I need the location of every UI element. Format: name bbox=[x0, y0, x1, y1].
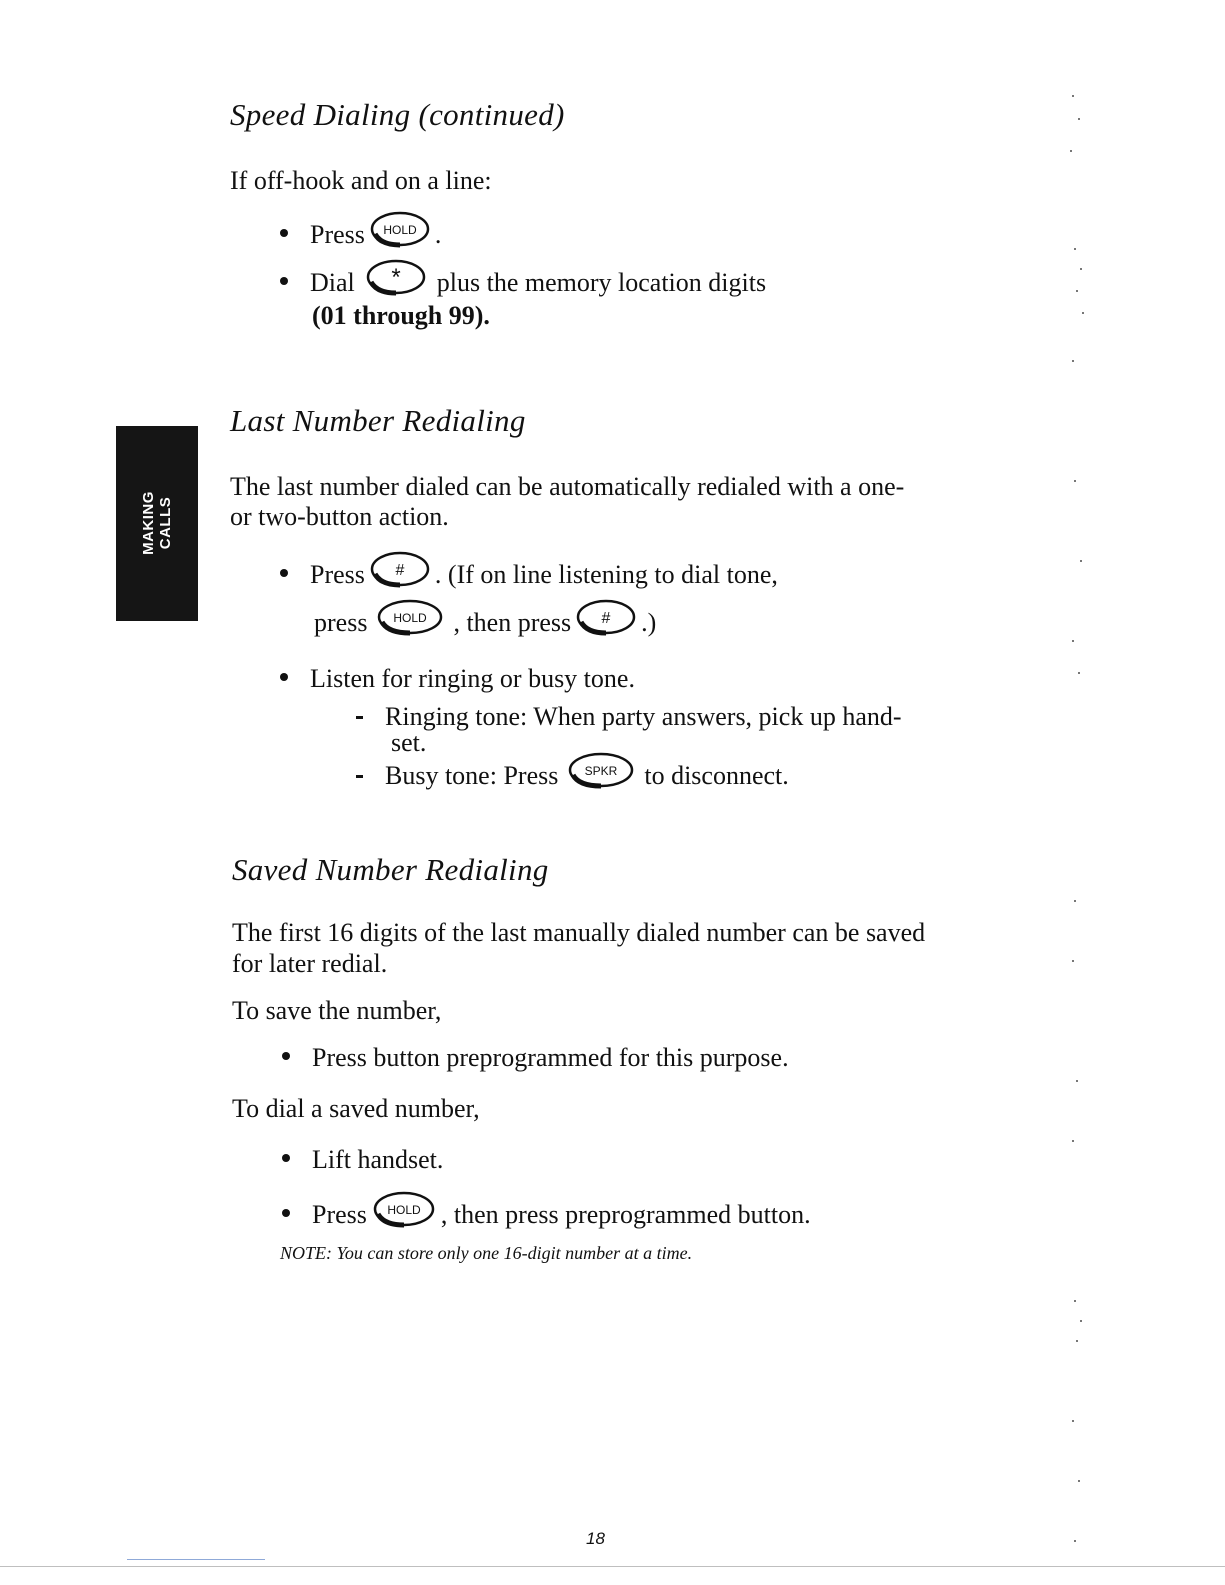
save-number-label: To save the number, bbox=[232, 996, 442, 1025]
bullet-icon bbox=[280, 569, 288, 577]
speed-dialing-bullet-press-hold: Press HOLD . bbox=[280, 214, 441, 260]
bullet-icon bbox=[280, 673, 288, 681]
speaker-key-icon bbox=[566, 751, 636, 797]
last-number-intro-line1: The last number dialed can be automatically redialed with a one- bbox=[230, 472, 905, 501]
ringing-tone-subitem-line2: set. bbox=[391, 728, 427, 757]
dash-icon bbox=[356, 716, 363, 719]
hold-key-icon bbox=[369, 210, 431, 256]
pound-key-icon bbox=[575, 598, 637, 644]
memory-location-range: (01 through 99). bbox=[312, 301, 490, 330]
speed-dialing-bullet-dial-star: Dial * plus the memory location digits bbox=[280, 262, 766, 308]
busy-tone-subitem: Busy tone: Press SPKR to disconnect. bbox=[356, 755, 789, 801]
dash-icon bbox=[356, 775, 363, 778]
saved-number-intro-line1: The first 16 digits of the last manually dialed number can be saved bbox=[232, 918, 926, 947]
section-tab bbox=[116, 426, 198, 621]
svg-text:HOLD: HOLD bbox=[383, 223, 417, 237]
lift-handset-bullet: Lift handset. bbox=[282, 1144, 443, 1176]
last-number-redialing-heading: Last Number Redialing bbox=[230, 403, 526, 438]
hold-key-icon bbox=[375, 598, 445, 644]
star-key-icon bbox=[365, 258, 427, 304]
last-number-bullet-listen: Listen for ringing or busy tone. bbox=[280, 663, 635, 695]
saved-number-intro-line2: for later redial. bbox=[232, 949, 388, 978]
last-number-bullet-press-pound: Press # . (If on line listening to dial tone, bbox=[280, 554, 778, 600]
ringing-tone-subitem: Ringing tone: When party answers, pick up hand- bbox=[356, 701, 902, 733]
bullet-icon bbox=[282, 1052, 290, 1060]
bullet-icon bbox=[280, 277, 288, 285]
bullet-icon bbox=[282, 1209, 290, 1217]
pound-key-icon bbox=[369, 550, 431, 596]
footer-rule bbox=[127, 1559, 265, 1560]
svg-text:HOLD: HOLD bbox=[393, 611, 428, 625]
last-number-intro-line2: or two-button action. bbox=[230, 502, 449, 531]
svg-text:HOLD: HOLD bbox=[387, 1203, 421, 1217]
last-number-bullet-hold-line: press HOLD , then press # .) bbox=[314, 602, 656, 648]
svg-text:*: * bbox=[391, 264, 401, 291]
svg-text:#: # bbox=[395, 562, 405, 579]
saved-number-redialing-heading: Saved Number Redialing bbox=[232, 852, 549, 887]
page-edge-line bbox=[0, 1566, 1225, 1567]
hold-key-icon bbox=[371, 1190, 437, 1236]
svg-text:SPKR: SPKR bbox=[585, 764, 618, 778]
section-tab-label: MAKING CALLS bbox=[140, 491, 174, 555]
svg-text:#: # bbox=[601, 610, 611, 627]
save-number-bullet: Press button preprogrammed for this purpose. bbox=[282, 1042, 789, 1074]
bullet-icon bbox=[280, 229, 288, 237]
press-hold-preprogrammed-bullet: Press HOLD , then press preprogrammed button. bbox=[282, 1194, 811, 1240]
bullet-icon bbox=[282, 1154, 290, 1162]
dial-saved-number-label: To dial a saved number, bbox=[232, 1094, 480, 1123]
speed-dialing-heading: Speed Dialing (continued) bbox=[230, 97, 565, 132]
note-text: NOTE: You can store only one 16-digit number at a time. bbox=[280, 1243, 693, 1263]
page-number: 18 bbox=[586, 1529, 605, 1548]
speed-dialing-intro: If off-hook and on a line: bbox=[230, 166, 492, 195]
